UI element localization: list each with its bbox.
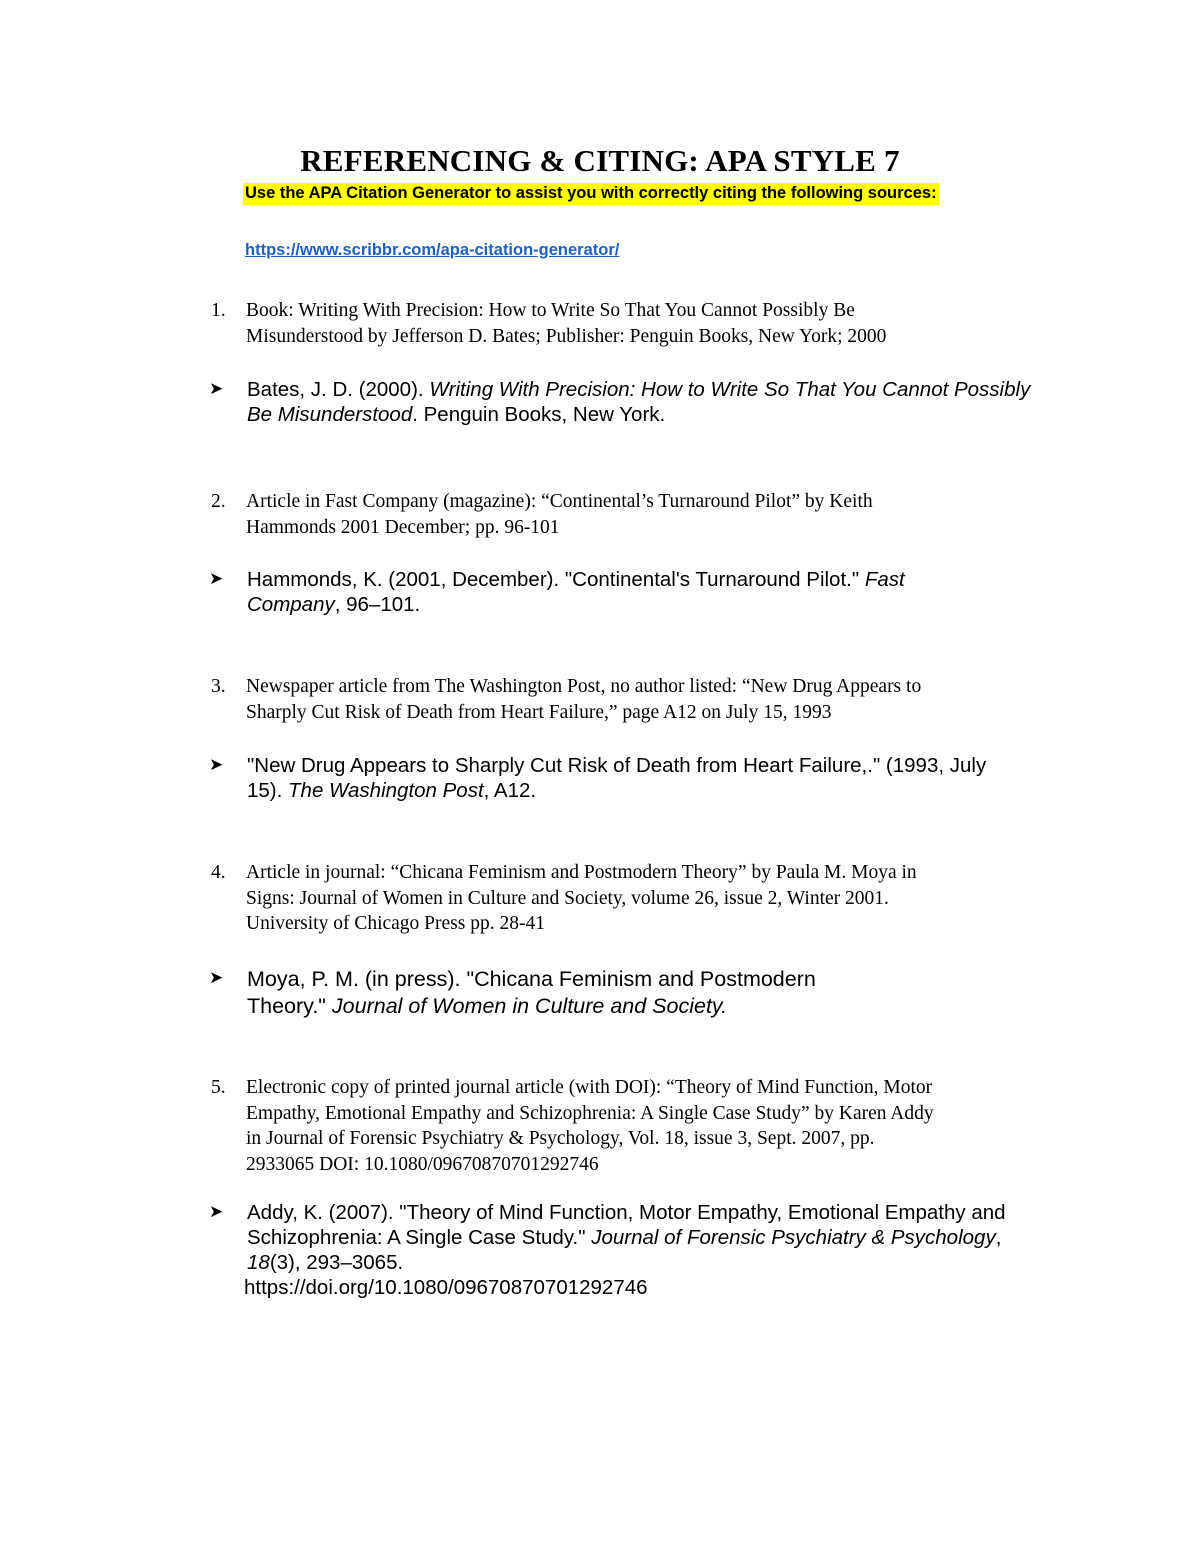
source-description: Newspaper article from The Washington Post, no author listed: “New Drug Appears to Sharply Cut Risk of Death from Heart Failure,” page A12 on July 15, 1993 — [246, 676, 922, 723]
apa-citation: Hammonds, K. (2001, December). "Continental's Turnaround Pilot." Fast Company, 96–101. — [247, 568, 905, 616]
apa-citation: Addy, K. (2007). "Theory of Mind Function, Motor Empathy, Emotional Empathy and Schizophrenia: A Single Case Study." Journal of Forensic Psychiatry & Psychology, 18(3), 293–3065. — [247, 1201, 1006, 1274]
item-number: 3. — [211, 676, 226, 697]
doi-url: https://doi.org/10.1080/09670870701292746 — [244, 1276, 648, 1299]
apa-citation: "New Drug Appears to Sharply Cut Risk of Death from Heart Failure,." (1993, July 15). The Washington Post, A12. — [247, 754, 987, 802]
arrow-bullet-icon: ➤ — [209, 1202, 224, 1222]
item-number: 5. — [211, 1077, 226, 1098]
instruction-highlight: Use the APA Citation Generator to assist you with correctly citing the following sources: — [243, 183, 939, 205]
source-description: Article in journal: “Chicana Feminism and Postmodern Theory” by Paula M. Moya in Signs: Journal of Women in Culture and Society, volume 26, issue 2, Winter 2001. University of Chicago Press pp. 28-41 — [246, 862, 917, 934]
apa-citation: Bates, J. D. (2000). Writing With Precision: How to Write So That You Cannot Possibly Be Misunderstood. Penguin Books, New York. — [247, 378, 1031, 426]
page-title: REFERENCING & CITING: APA STYLE 7 — [300, 143, 900, 178]
source-description: Electronic copy of printed journal article (with DOI): “Theory of Mind Function, Motor Empathy, Emotional Empathy and Schizophrenia: A Single Case Study” by Karen Addy in Journal of Forensic Psychiatry & Psychology, Vol. 18, issue 3, Sept. 2007, pp. 2933065 DOI: 10.1080/09670870701292746 — [246, 1077, 934, 1175]
arrow-bullet-icon: ➤ — [209, 569, 224, 589]
source-description: Article in Fast Company (magazine): “Continental’s Turnaround Pilot” by Keith Hammonds 2001 December; pp. 96-101 — [246, 491, 873, 538]
citation-generator-link[interactable]: https://www.scribbr.com/apa-citation-generator/ — [245, 241, 620, 259]
arrow-bullet-icon: ➤ — [209, 379, 224, 399]
source-description: Book: Writing With Precision: How to Write So That You Cannot Possibly Be Misunderstood by Jefferson D. Bates; Publisher: Penguin Books, New York; 2000 — [246, 300, 887, 347]
apa-citation: Moya, P. M. (in press). "Chicana Feminism and Postmodern Theory." Journal of Women in Culture and Society. — [247, 967, 816, 1018]
item-number: 2. — [211, 491, 226, 512]
item-number: 4. — [211, 862, 226, 883]
arrow-bullet-icon: ➤ — [209, 968, 224, 988]
item-number: 1. — [211, 300, 226, 321]
arrow-bullet-icon: ➤ — [209, 755, 224, 775]
